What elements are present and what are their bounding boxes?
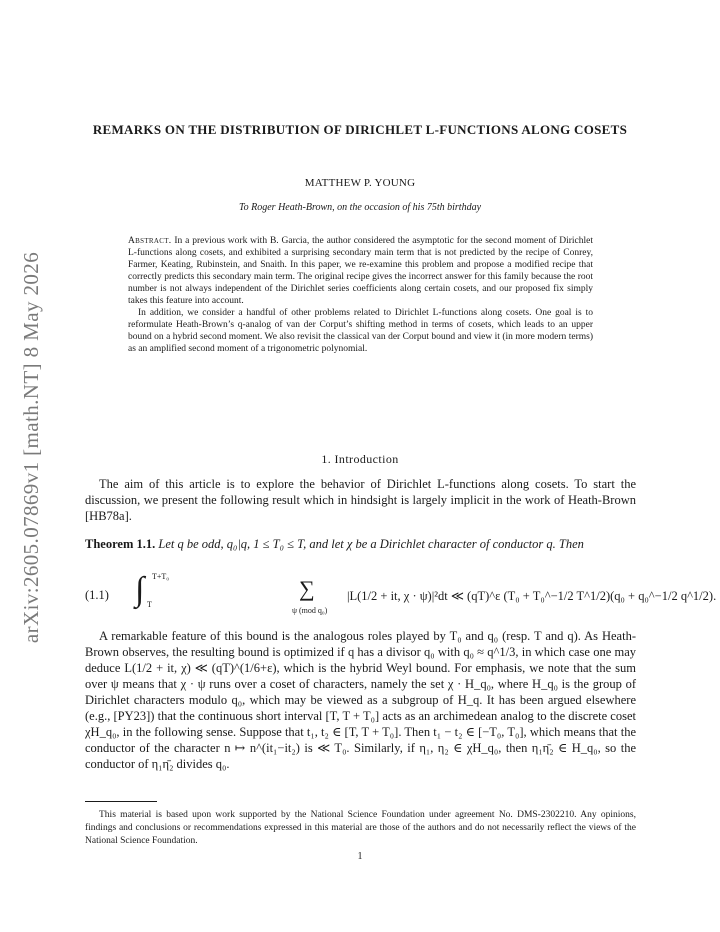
equation-1-1 [85, 570, 717, 620]
page-number: 1 [357, 851, 363, 862]
author-name: MATTHEW P. YOUNG [304, 177, 416, 189]
integral-sign: ∫ [135, 571, 145, 608]
footnote-divider [85, 801, 157, 802]
summation-sign: ∑ [299, 576, 315, 601]
theorem-label: Theorem 1.1. [85, 537, 156, 551]
theorem-block [85, 536, 636, 552]
integral-lower-limit: T [147, 600, 152, 609]
footnote [85, 809, 636, 848]
theorem-statement: Let q be odd, q₀|q, 1 ≤ T₀ ≤ T, and let χ be a Dirichlet character of conductor q. Then [158, 537, 584, 551]
arxiv-identifier-stamp [12, 232, 52, 662]
paper-title: REMARKS ON THE DISTRIBUTION OF DIRICHLET L-FUNCTIONS ALONG COSETS [92, 122, 628, 137]
equation-body: |L(1/2 + it, χ · ψ)|²dt ≪ (qT)^ε (T₀ + T₀^−1/2 T^1/2)(q₀ + q₀^−1/2 q^1/2). [347, 589, 717, 603]
arxiv-identifier-text: arXiv:2605.07869v1 [math.NT] 8 May 2026 [19, 251, 44, 643]
integral-upper-limit: T+T₀ [152, 572, 170, 581]
intro-paragraph [85, 476, 636, 524]
remark-paragraph-text: A remarkable feature of this bound is the analogous roles played by T₀ and q₀ (resp. T and q). As Heath-Brown observes, the resulting bound is optimized if q has a divisor q₀ with q₀ ≈ q^1/3, in which case one may deduce L(1/2 + it, χ) ≪ (qT)^(1/6+ε), which is the hybrid Weyl bound. For emphasis, we note that the sum over ψ means that χ · ψ runs over a coset of characters, namely the set χ · H_q₀, where H_q₀ is the group of Dirichlet characters modulo q₀, which may be viewed as a subgroup of H_q. It has been argued elsewhere (e.g., [PY23]) that the continuous short interval [T, T + T₀] acts as an archimedean analog to the discrete coset χH_q₀, in the following sense. Suppose that t₁, t₂ ∈ [T, T + T₀]. Then t₁ − t₂ ∈ [−T₀, T₀], which means that the conductor of the character n ↦ n^(it₁−it₂) is ≪ T₀. Similarly, if η₁, η₂ ∈ χH_q₀, then η₁η̄₂ ∈ H_q₀, so the conductor of η₁η̄₂ divides q₀. [85, 629, 636, 771]
abstract-label: Abstract. [128, 236, 172, 246]
abstract-paragraph-2: In addition, we consider a handful of other problems related to Dirichlet L-functions along cosets. One goal is to reformulate Heath-Brown’s q-analog of van der Corput’s shifting method in terms of cosets, which leads to an upper bound on a hybrid second moment. We also revisit the classical van der Corput bound and view it (in more modern terms) as an amplified second moment of a trigonometric polynomial. [128, 308, 593, 354]
summation-subscript: ψ (mod q₀) [292, 606, 328, 615]
intro-paragraph-text: The aim of this article is to explore the behavior of Dirichlet L-functions along cosets. To start the discussion, we present the following result which in hindsight is largely implicit in the work of Heath-Brown [HB78a]. [85, 477, 636, 523]
dedication: To Roger Heath-Brown, on the occasion of his 75th birthday [238, 202, 482, 213]
remark-paragraph [85, 628, 636, 772]
abstract [128, 235, 593, 355]
abstract-paragraph-1: In a previous work with B. Garcia, the author considered the asymptotic for the second moment of Dirichlet L-functions along cosets, and exhibited a surprising secondary main term that is not predicted by the recipe of Conrey, Farmer, Keating, Rubinstein, and Snaith. In this paper, we re-examine this problem and propose a modified recipe that correctly predicts this secondary main term. The original recipe gives the incorrect answer for this family because the root number is not always independent of the Dirichlet series coefficients along certain cosets, and our proposed fix simply takes this feature into account. [128, 236, 593, 306]
footnote-text: This material is based upon work supported by the National Science Foundation under agreement No. DMS-2302210. Any opinions, findings and conclusions or recommendations expressed in this material are those of the authors and do not necessarily reflect the views of the National Science Foundation. [85, 810, 636, 846]
section-heading: 1. Introduction [321, 452, 399, 466]
equation-number: (1.1) [85, 588, 109, 602]
